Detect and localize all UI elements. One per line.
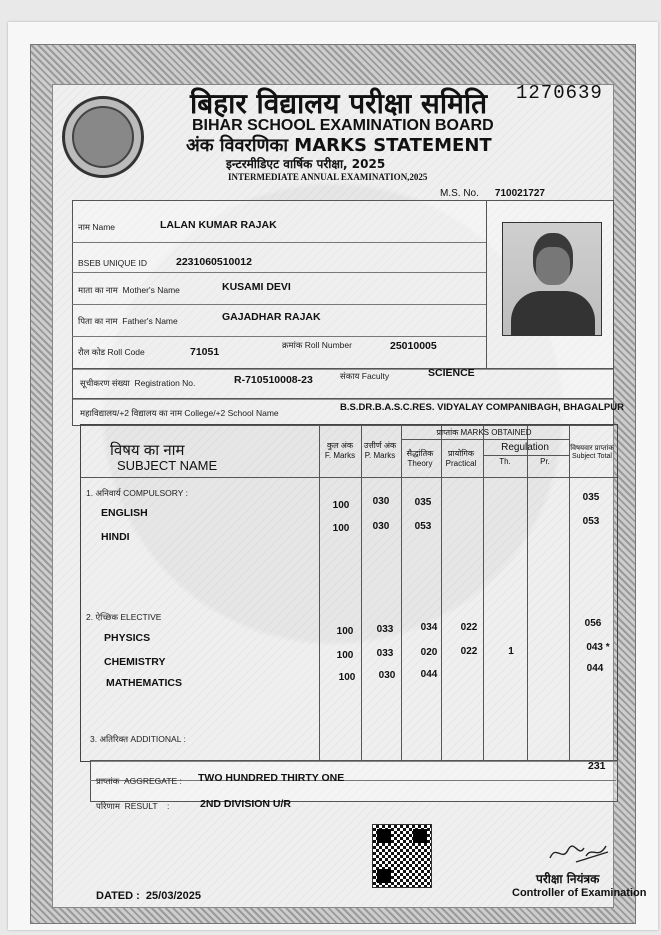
board-name-english: BIHAR SCHOOL EXAMINATION BOARD	[192, 117, 494, 134]
regulation-header: Regulation	[501, 442, 549, 453]
subject-total: 053	[582, 516, 600, 527]
full-marks: 100	[332, 500, 350, 511]
roll-code-label: रौल कोड Roll Code	[78, 347, 145, 357]
elective-section: 2. ऐच्छिक ELECTIVE	[86, 612, 162, 622]
registration-number: R-710510008-23	[234, 374, 313, 386]
regulation-theory-header: Th.	[499, 457, 511, 466]
controller-title-english: Controller of Examination	[512, 887, 647, 899]
regulation-theory: 1	[508, 646, 514, 657]
controller-signature	[546, 840, 616, 866]
ms-number: M.S. No. 710021727	[440, 188, 545, 199]
father-label: पिता का नाम Father's Name	[78, 316, 178, 326]
result-value: 2ND DIVISION U/R	[200, 798, 292, 810]
pass-marks: 030	[372, 521, 390, 532]
aggregate-in-words: TWO HUNDRED THIRTY ONE	[198, 772, 345, 784]
subject-total-header: विषयवार प्राप्तांक Subject Total	[570, 445, 614, 460]
subject-total: 043 *	[586, 642, 610, 653]
pass-marks: 030	[372, 496, 390, 507]
father-name: GAJADHAR RAJAK	[222, 311, 321, 323]
theory-marks: 053	[414, 521, 432, 532]
student-name: LALAN KUMAR RAJAK	[160, 219, 277, 231]
subject-total: 056	[584, 618, 602, 629]
theory-marks: 020	[420, 647, 438, 658]
pass-marks-header: उत्तीर्ण अंक P. Marks	[363, 441, 397, 460]
college-name: B.S.DR.B.A.S.C.RES. VIDYALAY COMPANIBAGH, BHAGALPUR	[340, 402, 624, 413]
statement-title: अंक विवरणिका MARKS STATEMENT	[186, 135, 492, 156]
subject-name: CHEMISTRY	[104, 656, 166, 668]
roll-number: 25010005	[390, 340, 437, 352]
subject-name: ENGLISH	[101, 507, 148, 519]
exam-name-english: INTERMEDIATE ANNUAL EXAMINATION,2025	[228, 172, 428, 182]
full-marks-header: कुल अंक F. Marks	[324, 441, 356, 460]
subject-total: 044	[586, 663, 604, 674]
subject-name: MATHEMATICS	[106, 677, 183, 689]
subject-header-english: SUBJECT NAME	[117, 458, 218, 473]
mother-name: KUSAMI DEVI	[222, 281, 291, 293]
practical-header: प्रायोगिक Practical	[445, 449, 477, 468]
faculty-label: संकाय Faculty	[340, 371, 390, 381]
qr-code	[372, 824, 432, 888]
exam-name-hindi: इन्टरमीडिएट वार्षिक परीक्षा, 2025	[226, 157, 386, 171]
subject-total: 035	[582, 492, 600, 503]
student-photo	[502, 222, 602, 336]
pass-marks: 033	[376, 648, 394, 659]
full-marks: 100	[336, 626, 354, 637]
faculty: SCIENCE	[428, 367, 475, 379]
roll-number-label: क्रमांक Roll Number	[282, 340, 352, 350]
serial-number: 1270639	[516, 82, 603, 104]
result-label: परिणाम RESULT :	[96, 801, 170, 811]
marks-table	[80, 424, 618, 762]
marks-obtained-header: प्राप्तांक MARKS OBTAINED	[436, 428, 532, 437]
subject-name: HINDI	[101, 531, 130, 543]
controller-title-hindi: परीक्षा नियंत्रक	[536, 872, 600, 886]
board-name-hindi: बिहार विद्यालय परीक्षा समिति	[190, 87, 488, 120]
regulation-practical-header: Pr.	[540, 457, 550, 466]
aggregate-label: प्राप्तांक AGGREGATE :	[96, 776, 182, 786]
aggregate-total: 231	[588, 760, 606, 772]
student-uid: 2231060510012	[176, 256, 252, 268]
full-marks: 100	[338, 672, 356, 683]
theory-header: सैद्धांतिक Theory	[406, 449, 434, 468]
compulsory-section: 1. अनिवार्य COMPULSORY :	[86, 488, 188, 498]
mother-label: माता का नाम Mother's Name	[78, 285, 180, 295]
college-label: महाविद्यालय/+2 विद्यालय का नाम College/+2 School Name	[80, 408, 279, 418]
theory-marks: 044	[420, 669, 438, 680]
pass-marks: 030	[378, 670, 396, 681]
theory-marks: 035	[414, 497, 432, 508]
board-seal-logo	[62, 96, 144, 178]
name-label: नाम Name	[78, 222, 116, 232]
pass-marks: 033	[376, 624, 394, 635]
practical-marks: 022	[460, 646, 478, 657]
full-marks: 100	[332, 523, 350, 534]
full-marks: 100	[336, 650, 354, 661]
theory-marks: 034	[420, 622, 438, 633]
practical-marks: 022	[460, 622, 478, 633]
additional-section: 3. अतिरिक्त ADDITIONAL :	[90, 734, 186, 744]
registration-label: सूचीकरण संख्या Registration No.	[80, 378, 196, 388]
uid-label: BSEB UNIQUE ID	[78, 258, 147, 268]
date-line: DATED : 25/03/2025	[96, 890, 201, 902]
subject-name: PHYSICS	[104, 632, 151, 644]
subject-header-hindi: विषय का नाम	[110, 442, 185, 459]
roll-code: 71051	[190, 346, 220, 358]
